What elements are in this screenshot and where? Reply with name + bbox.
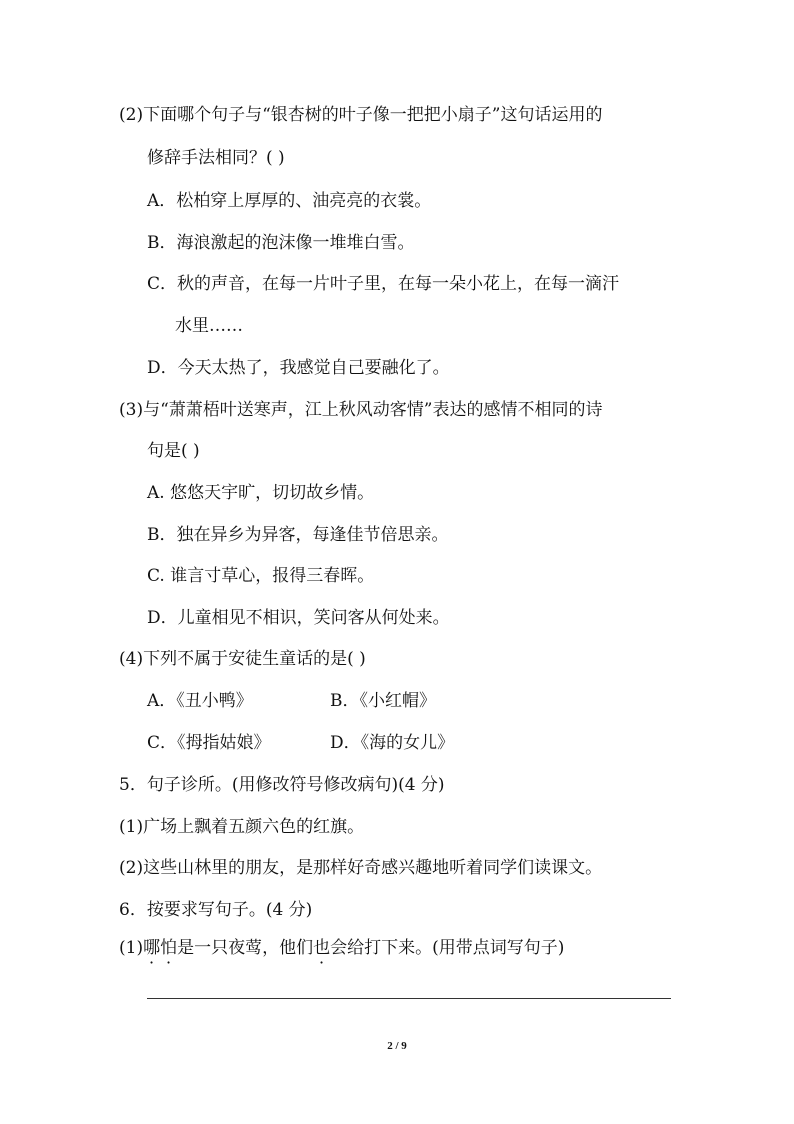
- q2-option-b: B．海浪激起的泡沫像一堆堆白雪。: [147, 233, 415, 253]
- q4-option-a: A．《丑小鸭》: [147, 691, 253, 711]
- item1-rest: 会给打下来。(用带点词写句子): [330, 938, 565, 958]
- answer-line[interactable]: [147, 998, 671, 999]
- page-number: 2 / 9: [387, 1040, 407, 1052]
- q3-option-c: C. 谁言寸草心，报得三春晖。: [147, 566, 375, 586]
- dotted-word-3: 也: [313, 938, 331, 958]
- section6-title: 6．按要求写句子。(4 分): [119, 900, 313, 920]
- q3-stem-line1: (3)与“萧萧梧叶送寒声，江上秋风动客情”表达的感情不相同的诗: [119, 400, 603, 420]
- q2-option-a: A．松柏穿上厚厚的、油亮亮的衣裳。: [147, 191, 432, 211]
- q4-option-c: C．《拇指姑娘》: [147, 733, 271, 753]
- q4-option-b: B．《小红帽》: [330, 691, 436, 711]
- q2-option-c-cont: 水里……: [175, 316, 243, 336]
- q3-stem-line2: 句是( ): [147, 441, 200, 461]
- section6-item1: [119, 937, 564, 959]
- q2-option-c: C．秋的声音，在每一片叶子里，在每一朵小花上，在每一滴汗: [147, 274, 620, 294]
- item1-middle: 是一只夜莺，他们: [177, 938, 314, 958]
- dotted-word-2: 怕: [160, 938, 178, 958]
- q4-option-d: D．《海的女儿》: [330, 733, 455, 753]
- q2-stem-line1: (2)下面哪个句子与“银杏树的叶子像一把把小扇子”这句话运用的: [119, 105, 603, 125]
- q2-option-d: D．今天太热了，我感觉自己要融化了。: [147, 358, 450, 378]
- q3-option-a: A. 悠悠天宇旷，切切故乡情。: [147, 483, 375, 503]
- q4-stem: (4)下列不属于安徒生童话的是( ): [119, 649, 366, 669]
- section5-item1: (1)广场上飘着五颜六色的红旗。: [119, 817, 365, 837]
- q2-stem-line2: 修辞手法相同？( ): [147, 148, 285, 168]
- item1-prefix: (1): [119, 938, 144, 958]
- section5-item2: (2)这些山林里的朋友，是那样好奇感兴趣地听着同学们读课文。: [119, 858, 603, 878]
- dotted-word-1: 哪: [143, 938, 161, 958]
- q3-option-d: D．儿童相见不相识，笑问客从何处来。: [147, 608, 450, 628]
- section5-title: 5．句子诊所。(用修改符号修改病句)(4 分): [119, 775, 445, 795]
- q3-option-b: B．独在异乡为异客，每逢佳节倍思亲。: [147, 525, 449, 545]
